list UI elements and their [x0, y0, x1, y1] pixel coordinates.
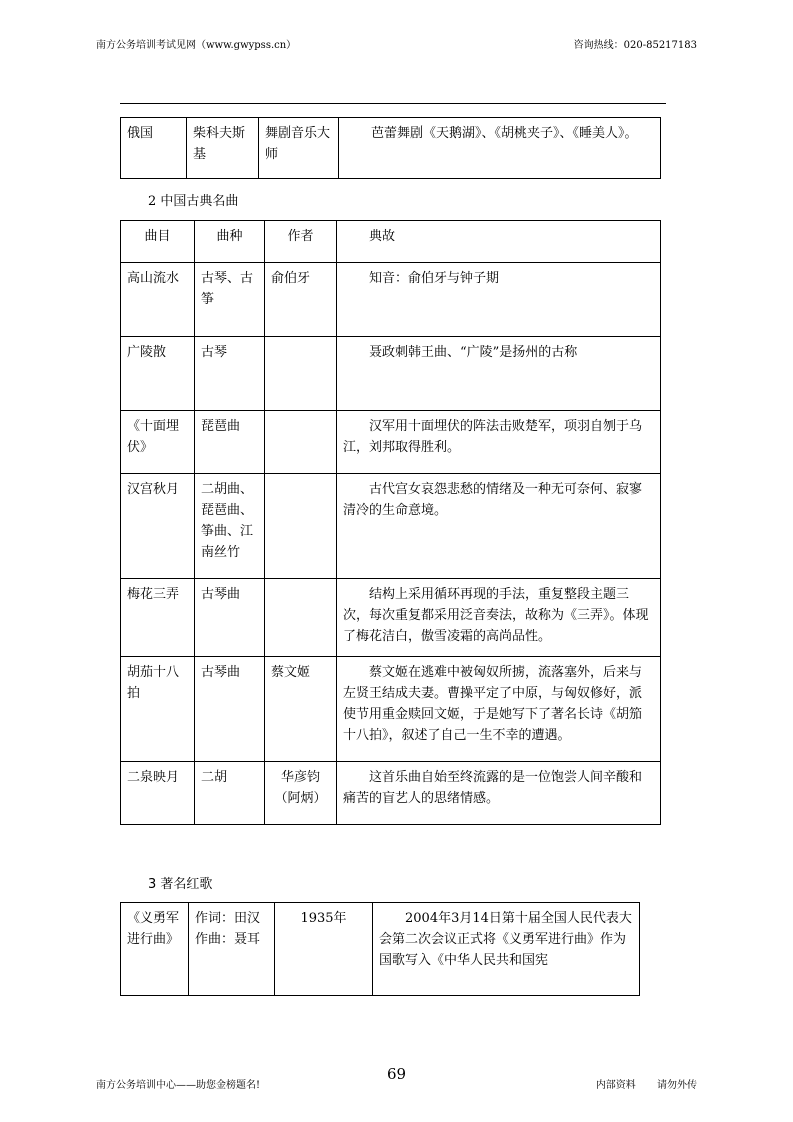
table-cell: 古琴曲: [195, 657, 265, 762]
table-row: [121, 411, 661, 474]
column-header: 曲种: [195, 221, 265, 263]
table-cell: 聂政刺韩王曲、“广陵”是扬州的古称: [337, 337, 661, 411]
table-cell: 胡茄十八拍: [121, 657, 195, 762]
footer-slogan: 南方公务培训中心——助您金榜题名!: [96, 1080, 261, 1091]
table-cell: 二胡曲、琵琶曲、筝曲、江南丝竹: [195, 474, 265, 579]
footer-notice: [578, 1076, 697, 1091]
table-cell: 《义勇军进行曲》: [121, 903, 189, 996]
table-cell: 知音：俞伯牙与钟子期: [337, 263, 661, 337]
table-row: [121, 657, 661, 762]
footer-no-distribute-label: 请勿外传: [657, 1080, 697, 1091]
table-cell: 古琴、古筝: [195, 263, 265, 337]
column-header: 典故: [337, 221, 661, 263]
section-title-classical: 2 中国古典名曲: [148, 194, 239, 209]
table-cell: 二泉映月: [121, 762, 195, 825]
table-cell: 俄国: [121, 118, 187, 179]
table-cell: 2004年3月14日第十届全国人民代表大会第二次会议正式将《义勇军进行曲》作为国歌写入《中华人民共和国宪: [373, 903, 640, 996]
header-left-text: 南方公务培训考试见网（www.gwypss.cn）: [96, 40, 297, 51]
table-cell: 华彦钧（阿炳）: [265, 762, 337, 825]
table-row: [121, 579, 661, 657]
table-cell: 舞剧音乐大师: [259, 118, 339, 179]
table-cell: [265, 411, 337, 474]
table-cell: 结构上采用循环再现的手法，重复整段主题三次，每次重复都采用泛音奏法，故称为《三弄》。体现了梅花洁白，傲雪凌霜的高尚品性。: [337, 579, 661, 657]
composer-table-continued: [120, 117, 661, 179]
table-cell: 广陵散: [121, 337, 195, 411]
table-row: [121, 337, 661, 411]
footer-internal-label: 内部资料: [595, 1080, 636, 1091]
classical-music-table: [120, 220, 661, 825]
table-cell: 《十面埋伏》: [121, 411, 195, 474]
table-header-row: [121, 221, 661, 263]
table-cell: 汉军用十面埋伏的阵法击败楚军，项羽自刎于乌江，刘邦取得胜利。: [337, 411, 661, 474]
table-cell: 这首乐曲自始至终流露的是一位饱尝人间辛酸和痛苦的盲艺人的思绪情感。: [337, 762, 661, 825]
table-cell: 芭蕾舞剧《天鹅湖》、《胡桃夹子》、《睡美人》。: [339, 118, 661, 179]
table-cell: 高山流水: [121, 263, 195, 337]
table-cell: 古琴: [195, 337, 265, 411]
table-row: [121, 263, 661, 337]
table-cell: [265, 579, 337, 657]
header-divider: [120, 103, 666, 104]
table-cell: [265, 474, 337, 579]
table-row: [121, 903, 640, 996]
red-songs-table: [120, 902, 640, 996]
table-cell: 梅花三弄: [121, 579, 195, 657]
page-number: 69: [386, 1065, 407, 1083]
table-cell: 蔡文姬在逃难中被匈奴所掳，流落塞外，后来与左贤王结成夫妻。曹操平定了中原，与匈奴修好，派使节用重金赎回文姬，于是她写下了著名长诗《胡笳十八拍》，叙述了自己一生不幸的遭遇。: [337, 657, 661, 762]
table-row: [121, 474, 661, 579]
table-cell: 古琴曲: [195, 579, 265, 657]
table-cell: 汉宫秋月: [121, 474, 195, 579]
column-header: 作者: [265, 221, 337, 263]
table-cell: 蔡文姬: [265, 657, 337, 762]
table-cell: 作词：田汉 作曲：聂耳: [189, 903, 275, 996]
table-cell: 古代宫女哀怨悲愁的情绪及一种无可奈何、寂寥清冷的生命意境。: [337, 474, 661, 579]
table-cell: 二胡: [195, 762, 265, 825]
table-row: [121, 762, 661, 825]
table-cell: 1935年: [275, 903, 373, 996]
table-cell: 俞伯牙: [265, 263, 337, 337]
header-hotline: 咨询热线：020-85217183: [573, 40, 697, 51]
column-header: 曲目: [121, 221, 195, 263]
section-title-red-songs: 3 著名红歌: [148, 877, 213, 892]
table-row: [121, 118, 661, 179]
table-cell: 柴科夫斯基: [187, 118, 259, 179]
table-cell: [265, 337, 337, 411]
table-cell: 琵琶曲: [195, 411, 265, 474]
